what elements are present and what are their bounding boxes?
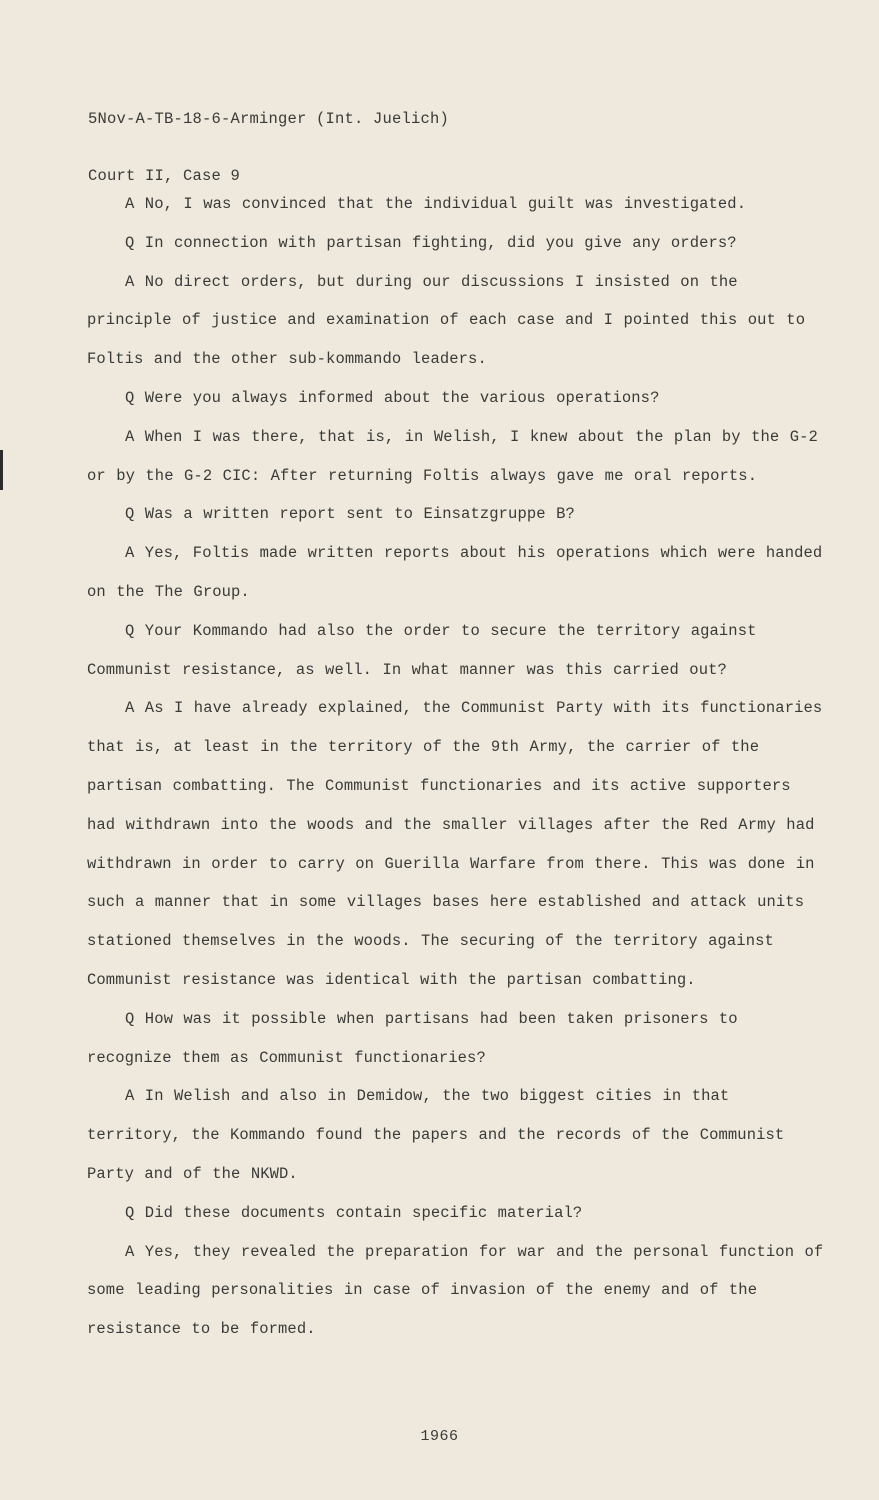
- transcript-paragraph: A Yes, Foltis made written reports about his operations which were handed on the The Group.: [87, 544, 823, 601]
- transcript-paragraph: A No direct orders, but during our discussions I insisted on the principle of justice and examination of each case and I pointed this out to Foltis and the other sub-kommando leaders.: [87, 272, 806, 369]
- transcript-paragraph: Q Were you always informed about the various operations?: [125, 388, 660, 407]
- transcript-paragraph: Q Your Kommando had also the order to secure the territory against Communist resistance, as well. In what manner was this carried out?: [87, 621, 757, 679]
- transcript-paragraph: Q In connection with partisan fighting, did you give any orders?: [125, 233, 737, 252]
- transcript-paragraph: A Yes, they revealed the preparation for war and the personal function of some leading personalities in case of invasion of the enemy and of the resistance to be formed.: [87, 1242, 824, 1339]
- transcript-paragraph: A No, I was convinced that the individual guilt was investigated.: [125, 195, 747, 213]
- transcript-paragraph: Q Was a written report sent to Einsatzgruppe B?: [125, 505, 575, 524]
- header-court-case: Court II, Case 9: [88, 167, 241, 185]
- page-edge-mark: [0, 450, 3, 490]
- transcript-body: [87, 185, 827, 1349]
- transcript-paragraph: A When I was there, that is, in Welish, I knew about the plan by the G-2 or by the G-2 CIC: After returning Foltis always gave me oral reports.: [87, 427, 818, 485]
- page-number: 1966: [420, 1428, 459, 1445]
- header-file-reference: 5Nov-A-TB-18-6-Arminger (Int. Juelich): [88, 110, 450, 128]
- transcript-paragraph: A In Welish and also in Demidow, the two biggest cities in that territory, the Kommando found the papers and the records of the Communist Party and of the NKWD.: [87, 1087, 785, 1183]
- transcript-paragraph: A As I have already explained, the Communist Party with its functionaries that is, at least in the territory of the 9th Army, the carrier of the partisan combatting. The Communist functionaries and its active supporters had withdrawn into the woods and the smaller villages after the Red Army had withdrawn in order to carry on Guerilla Warfare from there. This was done in such a manner that in some villages bases here established and attack units stationed themselves in the woods. The securing of the territory against Communist resistance was identical with the partisan combatting.: [87, 699, 823, 989]
- transcript-paragraph: Q Did these documents contain specific material?: [125, 1203, 583, 1222]
- transcript-paragraph: Q How was it possible when partisans had been taken prisoners to recognize them as Communist functionaries?: [87, 1009, 738, 1067]
